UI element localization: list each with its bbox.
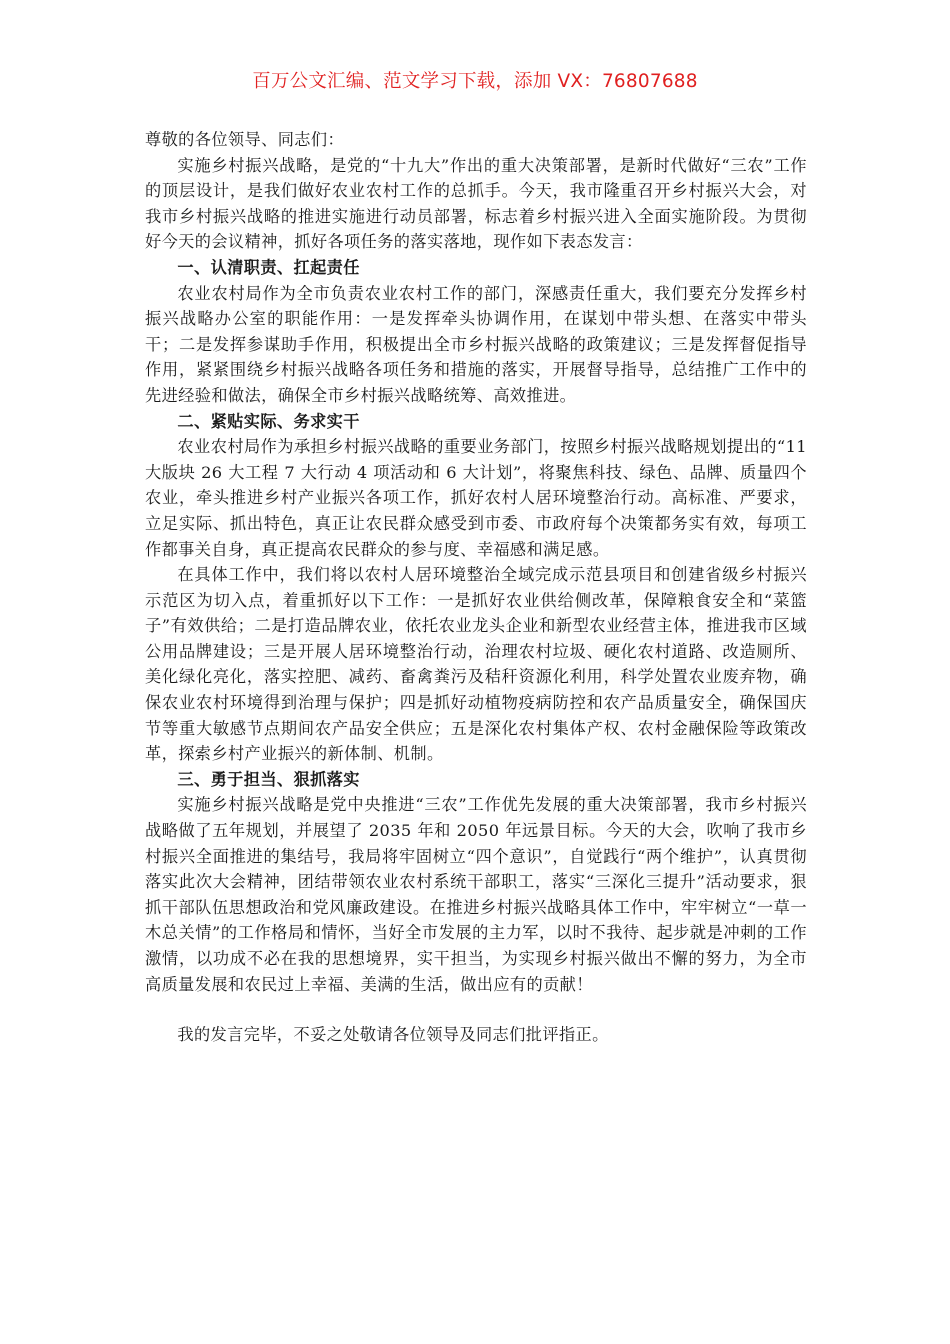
section-3-heading: 三、勇于担当、狠抓落实 (177, 769, 360, 789)
salutation: 尊敬的各位领导、同志们： (145, 130, 345, 149)
page-header-watermark: 百万公文汇编、范文学习下载，添加 VX：76807688 (252, 71, 698, 92)
section-2-paragraph-2: 在具体工作中，我们将以农村人居环境整治全域完成示范县项目和创建省级乡村振兴示范区为切入点，着重抓好以下工作：一是抓好农业供给侧改革，保障粮食安全和“菜篮子”有效供给；二是打造品牌农业，依托农业龙头企业和新型农业经营主体，推进我市区域公用品牌建设；三是开展人居环境整治行动，治理农村垃圾、硬化农村道路、改造厕所、美化绿化亮化，落实控肥、减药、畜禽粪污及秸秆资源化利用，科学处置农业废弃物，确保农业农村环境得到治理与保护；四是抓好动植物疫病防控和农产品质量安全，确保国庆节等重大敏感节点期间农产品安全供应；五是深化农村集体产权、农村金融保险等政策改革，探索乡村产业振兴的新体制、机制。 (145, 565, 807, 764)
document-body (145, 127, 807, 1048)
section-1-heading: 一、认清职责、扛起责任 (177, 257, 360, 277)
section-1-paragraph: 农业农村局作为全市负责农业农村工作的部门，深感责任重大，我们要充分发挥乡村振兴战略办公室的职能作用：一是发挥牵头协调作用，在谋划中带头想、在落实中带头干；二是发挥参谋助手作用，积极提出全市乡村振兴战略的政策建议；三是发挥督促指导作用，紧紧围绕乡村振兴战略各项任务和措施的落实，开展督导指导，总结推广工作中的先进经验和做法，确保全市乡村振兴战略统筹、高效推进。 (145, 283, 807, 405)
closing-paragraph: 我的发言完毕，不妥之处敬请各位领导及同志们批评指正。 (177, 1025, 609, 1045)
intro-paragraph: 实施乡村振兴战略，是党的“十九大”作出的重大决策部署，是新时代做好“三农”工作的顶层设计，是我们做好农业农村工作的总抓手。今天，我市隆重召开乡村振兴大会，对我市乡村振兴战略的推进实施进行动员部署，标志着乡村振兴进入全面实施阶段。为贯彻好今天的会议精神，抓好各项任务的落实落地，现作如下表态发言： (145, 155, 807, 252)
section-2-heading: 二、紧贴实际、务求实干 (177, 411, 360, 431)
section-2-paragraph-1: 农业农村局作为承担乡村振兴战略的重要业务部门，按照乡村振兴战略规划提出的“11 大版块 26 大工程 7 大行动 4 项活动和 6 大计划”，将聚焦科技、绿色、品牌、质量四个农业，牵头推进乡村产业振兴各项工作，抓好农村人居环境整治行动。高标准、严要求，立足实际、抓出特色，真正让农民群众感受到市委、市政府每个决策都务实有效，每项工作都事关自身，真正提高农民群众的参与度、幸福感和满足感。 (145, 437, 807, 559)
section-3-paragraph: 实施乡村振兴战略是党中央推进“三农”工作优先发展的重大决策部署，我市乡村振兴战略做了五年规划，并展望了 2035 年和 2050 年远景目标。今天的大会，吹响了我市乡村振兴全面推进的集结号，我局将牢固树立“四个意识”，自觉践行“两个维护”，认真贯彻落实此次大会精神，团结带领农业农村系统干部职工，落实“三深化三提升”活动要求，狠抓干部队伍思想政治和党风廉政建设。在推进乡村振兴战略具体工作中，牢牢树立“一草一木总关情”的工作格局和情怀，当好全市发展的主力军，以时不我待、起步就是冲刺的工作激情，以功成不必在我的思想境界，实干担当，为实现乡村振兴做出不懈的努力，为全市高质量发展和农民过上幸福、美满的生活，做出应有的贡献！ (145, 795, 807, 994)
